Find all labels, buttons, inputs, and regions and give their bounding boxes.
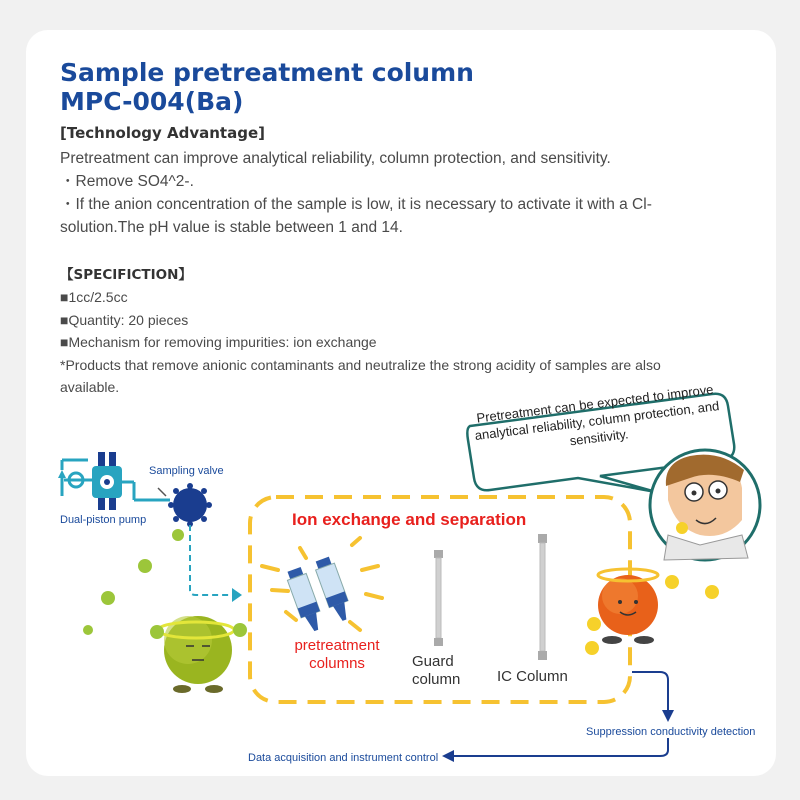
green-particles-icon [83, 529, 184, 635]
flow-arrow-head [232, 588, 242, 602]
guard-column-label [412, 653, 460, 689]
pretreatment-columns-icon [262, 538, 382, 634]
spec-line-3: ■Mechanism for removing impurities: ion exchange [60, 334, 377, 350]
data-arrow [452, 738, 668, 756]
dual-piston-pump-label: Dual-piston pump [60, 514, 147, 526]
sampling-valve-icon [158, 483, 212, 527]
tech-line-3: ・If the anion concentration of the sample is low, it is necessary to activate it with a Cl- [60, 196, 652, 213]
tech-line-2: ・Remove SO4^2-. [60, 173, 194, 190]
tech-line-4: solution.The pH value is stable between 1 and 14. [60, 219, 403, 236]
pretreatment-label-line-1: pretreatment [294, 637, 380, 654]
orange-ion-character-icon [598, 569, 658, 644]
speech-bubble-text: Pretreatment can be expected to improve analytical reliability, column protection, and sensitivity. [473, 381, 721, 449]
professor-avatar [650, 450, 760, 560]
spec-line-1: ■1cc/2.5cc [60, 289, 128, 305]
specification-heading: 【SPECIFICTION】 [60, 267, 192, 283]
sampling-valve-label: Sampling valve [149, 465, 224, 477]
flow-dashed-arrow [190, 525, 232, 595]
data-arrow-head [442, 750, 454, 762]
guard-label-line-1: Guard [412, 653, 454, 670]
suppression-detection-label: Suppression conductivity detection [586, 726, 756, 738]
dual-piston-pump-icon [58, 452, 170, 510]
ion-exchange-title: Ion exchange and separation [292, 510, 527, 529]
tech-line-1: Pretreatment can improve analytical reliability, column protection, and sensitivity. [60, 150, 611, 167]
guard-column-icon [434, 550, 443, 646]
ic-column-icon [538, 534, 547, 660]
pretreatment-columns-label [282, 637, 392, 673]
title-line-2: MPC-004(Ba) [60, 87, 244, 116]
spec-line-4: *Products that remove anionic contaminants and neutralize the strong acidity of samples are also [60, 357, 661, 373]
green-ion-character-icon [150, 616, 247, 693]
guard-label-line-2: column [412, 671, 461, 688]
detection-arrow-head [662, 710, 674, 722]
ic-column-label: IC Column [497, 668, 568, 685]
data-acquisition-label: Data acquisition and instrument control [248, 752, 439, 764]
detection-arrow [632, 672, 668, 712]
spec-line-2: ■Quantity: 20 pieces [60, 312, 189, 328]
pretreatment-label-line-2: columns [309, 655, 365, 672]
title-line-1: Sample pretreatment column [60, 58, 474, 87]
technology-advantage-heading: [Technology Advantage] [60, 124, 265, 142]
spec-line-5: available. [60, 379, 120, 395]
